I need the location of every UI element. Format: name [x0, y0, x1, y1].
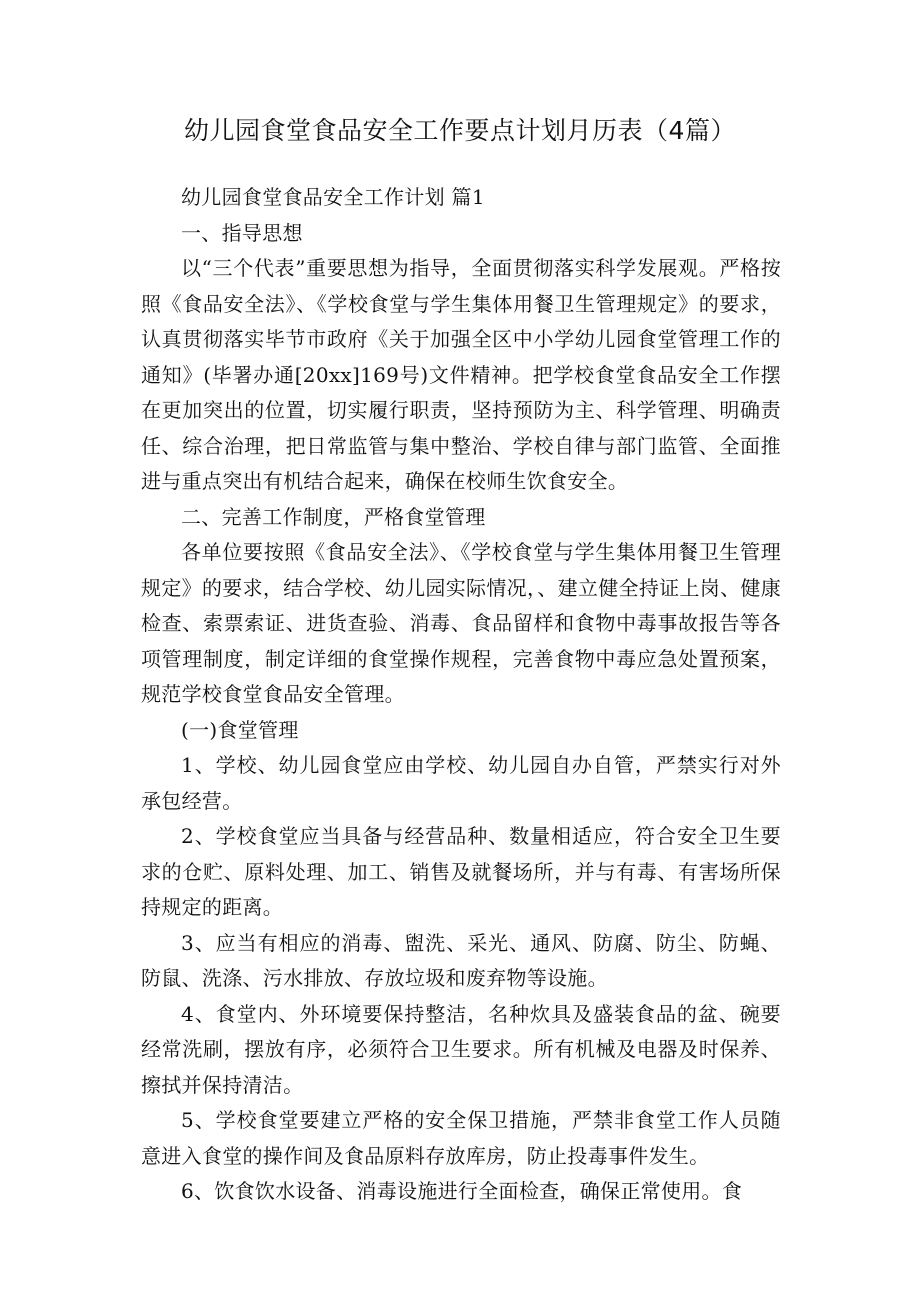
list-item-1: 1、学校、幼儿园食堂应由学校、幼儿园自办自管，严禁实行对外承包经营。	[141, 753, 781, 813]
paragraph-guiding-thought: 以“三个代表”重要思想为指导，全面贯彻落实科学发展观。严格按照《食品安全法》、《学校食堂与学生集体用餐卫生管理规定》的要求，认真贯彻落实毕节市政府《关于加强全区中小学幼儿园食堂管理工作的通知》(毕署办通[20xx]169号)文件精神。把学校食堂食品安全工作摆在更加突出的位置，切实履行职责，坚持预防为主、科学管理、明确责任、综合治理，把日常监管与集中整治、学校自律与部门监管、全面推进与重点突出有机结合起来，确保在校师生饮食安全。	[141, 256, 781, 493]
list-item-6: 6、饮食饮水设备、消毒设施进行全面检查，确保正常使用。食	[181, 1179, 743, 1203]
document-title: 幼儿园食堂食品安全工作要点计划月历表（4篇）	[184, 116, 736, 145]
document-body	[141, 180, 781, 1210]
heading-guiding-thought: 一、指导思想	[181, 220, 303, 245]
list-item-3: 3、应当有相应的消毒、盥洗、采光、通风、防腐、防尘、防蝇、防鼠、洗涤、污水排放、存放垃圾和废弃物等设施。	[141, 930, 781, 990]
heading-work-system: 二、完善工作制度，严格食堂管理	[181, 504, 486, 529]
paragraph-work-system: 各单位要按照《食品安全法》、《学校食堂与学生集体用餐卫生管理规定》的要求，结合学校、幼儿园实际情况，、建立健全持证上岗、健康检查、索票索证、进货查验、消毒、食品留样和食物中毒事故报告等各项管理制度，制定详细的食堂操作规程，完善食物中毒应急处置预案，规范学校食堂食品安全管理。	[141, 540, 781, 706]
subheading-canteen-management: (一)食堂管理	[181, 717, 299, 742]
section-title: 幼儿园食堂食品安全工作计划 篇1	[181, 185, 485, 209]
list-item-5: 5、学校食堂要建立严格的安全保卫措施，严禁非食堂工作人员随意进入食堂的操作间及食品原料存放库房，防止投毒事件发生。	[141, 1108, 781, 1168]
list-item-2: 2、学校食堂应当具备与经营品种、数量相适应，符合安全卫生要求的仓贮、原料处理、加工、销售及就餐场所，并与有毒、有害场所保持规定的距离。	[141, 824, 781, 919]
list-item-4: 4、食堂内、外环境要保持整洁，名种炊具及盛装食品的盆、碗要经常洗刷，摆放有序，必须符合卫生要求。所有机械及电器及时保养、擦拭并保持清洁。	[141, 1001, 781, 1097]
